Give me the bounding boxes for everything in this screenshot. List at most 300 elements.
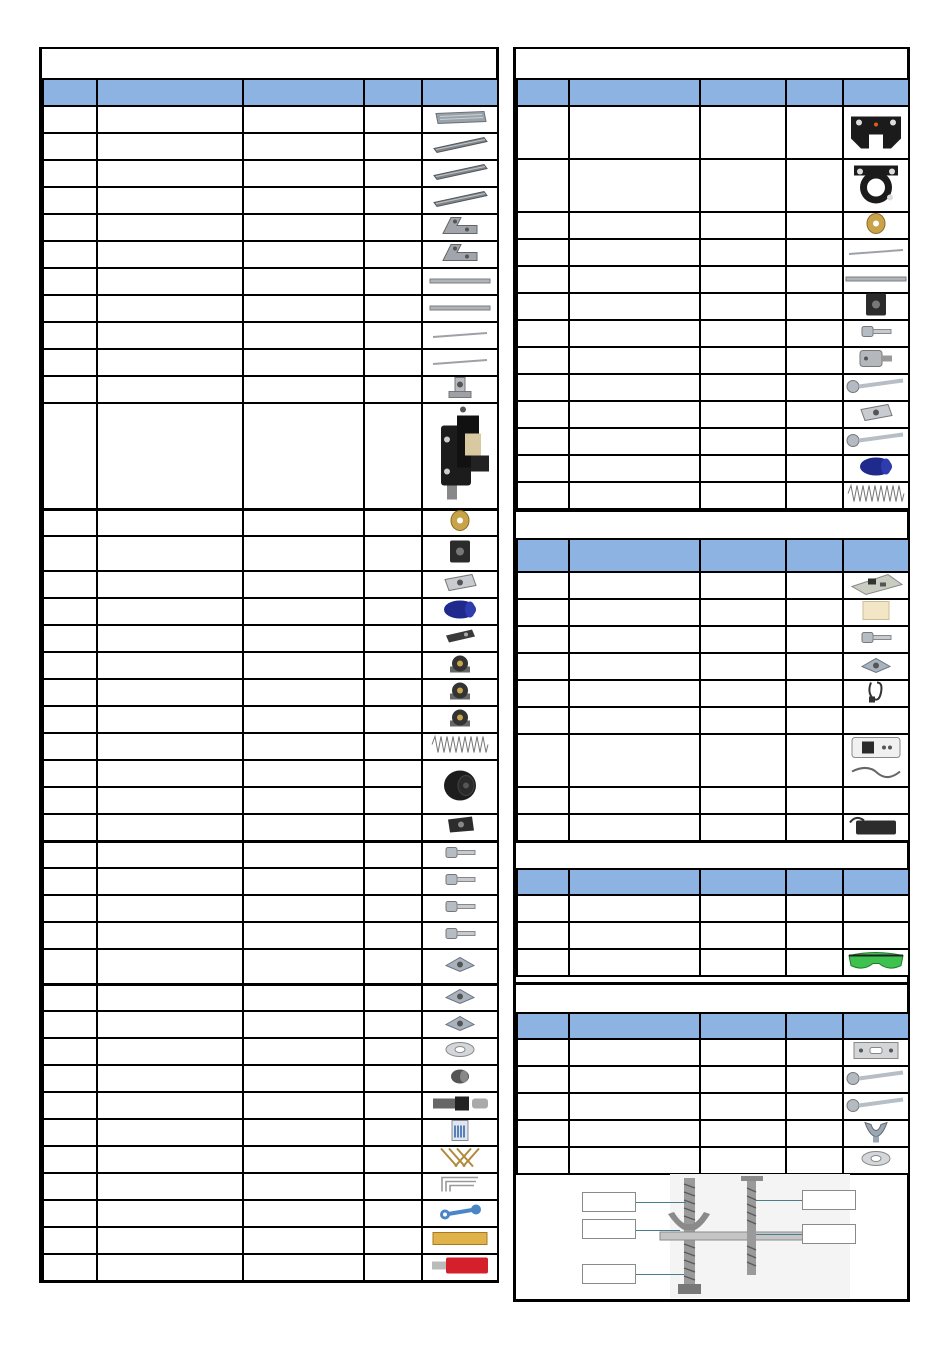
text-cell bbox=[364, 349, 422, 376]
text-cell bbox=[517, 680, 569, 707]
text-cell bbox=[569, 653, 700, 680]
text-cell bbox=[700, 1093, 786, 1120]
collet-icon bbox=[430, 1093, 490, 1118]
right-parts-panel bbox=[513, 47, 910, 1302]
table-row bbox=[517, 734, 909, 787]
text-cell bbox=[517, 374, 569, 401]
header-row bbox=[43, 79, 498, 106]
image-cell bbox=[843, 293, 909, 320]
text-cell bbox=[517, 1120, 569, 1147]
text-cell bbox=[243, 679, 364, 706]
text-cell bbox=[517, 599, 569, 626]
hex-screw-icon bbox=[443, 870, 477, 893]
text-cell bbox=[700, 572, 786, 599]
image-cell bbox=[422, 733, 498, 760]
hex-screw-icon bbox=[443, 843, 477, 866]
table-row bbox=[517, 401, 909, 428]
image-cell bbox=[422, 1200, 498, 1227]
image-cell bbox=[422, 598, 498, 625]
table-row bbox=[43, 322, 498, 349]
text-cell bbox=[700, 428, 786, 455]
text-cell bbox=[517, 401, 569, 428]
text-cell bbox=[569, 293, 700, 320]
text-cell bbox=[569, 455, 700, 482]
text-cell bbox=[97, 868, 243, 895]
image-cell bbox=[422, 679, 498, 706]
right-section-3-title bbox=[516, 841, 907, 870]
long-screw-icon bbox=[845, 429, 907, 454]
text-cell bbox=[517, 320, 569, 347]
pillow-block-icon bbox=[447, 705, 473, 734]
text-cell bbox=[97, 509, 243, 536]
text-cell bbox=[243, 571, 364, 598]
text-cell bbox=[243, 160, 364, 187]
table-row bbox=[43, 1200, 498, 1227]
text-cell bbox=[786, 653, 843, 680]
image-cell bbox=[422, 841, 498, 868]
aluminum-profile-icon bbox=[430, 188, 490, 213]
callout-line-3 bbox=[636, 1274, 684, 1275]
text-cell bbox=[569, 401, 700, 428]
text-cell bbox=[700, 374, 786, 401]
text-cell bbox=[517, 428, 569, 455]
laser-holder-icon bbox=[847, 108, 905, 157]
text-cell bbox=[364, 160, 422, 187]
image-cell bbox=[422, 349, 498, 376]
text-cell bbox=[243, 841, 364, 868]
offline-controller-icon bbox=[848, 733, 904, 788]
image-cell bbox=[422, 376, 498, 403]
image-cell bbox=[422, 814, 498, 841]
text-cell bbox=[700, 707, 786, 734]
table-row bbox=[43, 895, 498, 922]
table-row bbox=[43, 1011, 498, 1038]
image-cell bbox=[422, 625, 498, 652]
text-cell bbox=[43, 571, 97, 598]
header-cell bbox=[517, 539, 569, 572]
table-row bbox=[43, 187, 498, 214]
header-cell bbox=[569, 869, 700, 895]
text-cell bbox=[569, 320, 700, 347]
table-row bbox=[43, 295, 498, 322]
table-row bbox=[43, 106, 498, 133]
image-cell bbox=[843, 482, 909, 509]
text-cell bbox=[43, 949, 97, 984]
image-cell bbox=[843, 922, 909, 949]
aluminum-profile-icon bbox=[430, 161, 490, 186]
text-cell bbox=[364, 1092, 422, 1119]
image-cell bbox=[422, 1146, 498, 1173]
header-row bbox=[517, 1013, 909, 1039]
table-row bbox=[43, 679, 498, 706]
image-cell bbox=[422, 922, 498, 949]
table-row bbox=[43, 1119, 498, 1146]
text-cell bbox=[243, 1254, 364, 1281]
image-cell bbox=[422, 403, 498, 509]
text-cell bbox=[97, 214, 243, 241]
right-section-4-title bbox=[516, 982, 907, 1014]
text-cell bbox=[43, 1038, 97, 1065]
header-cell bbox=[843, 79, 909, 106]
table-row bbox=[43, 922, 498, 949]
text-cell bbox=[97, 1200, 243, 1227]
hex-screw-icon bbox=[443, 924, 477, 947]
text-cell bbox=[243, 922, 364, 949]
image-cell bbox=[843, 653, 909, 680]
image-cell bbox=[422, 895, 498, 922]
image-cell bbox=[843, 599, 909, 626]
table-row bbox=[517, 1120, 909, 1147]
sandpaper-icon bbox=[431, 1230, 489, 1251]
text-cell bbox=[97, 625, 243, 652]
image-cell bbox=[422, 187, 498, 214]
header-cell bbox=[786, 79, 843, 106]
table-row bbox=[43, 814, 498, 841]
text-cell bbox=[243, 322, 364, 349]
text-cell bbox=[569, 482, 700, 509]
text-cell bbox=[97, 679, 243, 706]
text-cell bbox=[364, 949, 422, 984]
text-cell bbox=[43, 376, 97, 403]
table-row bbox=[43, 241, 498, 268]
text-cell bbox=[569, 814, 700, 841]
table-row bbox=[43, 598, 498, 625]
text-cell bbox=[43, 268, 97, 295]
square-nut-plate-icon bbox=[442, 814, 478, 841]
text-cell bbox=[700, 482, 786, 509]
header-cell bbox=[97, 79, 243, 106]
slider-plate-icon bbox=[442, 626, 478, 651]
text-cell bbox=[43, 160, 97, 187]
text-cell bbox=[97, 598, 243, 625]
text-cell bbox=[364, 1173, 422, 1200]
text-cell bbox=[364, 1254, 422, 1281]
image-cell bbox=[843, 374, 909, 401]
image-cell bbox=[422, 1011, 498, 1038]
text-cell bbox=[43, 733, 97, 760]
image-cell bbox=[843, 626, 909, 653]
table-row bbox=[517, 895, 909, 922]
image-cell bbox=[843, 1120, 909, 1147]
table-row bbox=[43, 841, 498, 868]
text-cell bbox=[786, 626, 843, 653]
text-cell bbox=[43, 1119, 97, 1146]
text-cell bbox=[569, 949, 700, 976]
text-cell bbox=[786, 159, 843, 212]
table-row bbox=[43, 1065, 498, 1092]
table-row bbox=[43, 1038, 498, 1065]
text-cell bbox=[97, 1011, 243, 1038]
image-cell bbox=[422, 652, 498, 679]
text-cell bbox=[364, 733, 422, 760]
rod-support-icon bbox=[445, 374, 475, 405]
text-cell bbox=[569, 374, 700, 401]
text-cell bbox=[700, 347, 786, 374]
table-row bbox=[43, 403, 498, 509]
text-cell bbox=[243, 1092, 364, 1119]
text-cell bbox=[569, 599, 700, 626]
text-cell bbox=[700, 266, 786, 293]
text-cell bbox=[43, 1200, 97, 1227]
text-cell bbox=[243, 895, 364, 922]
coupler-icon bbox=[856, 454, 896, 483]
text-cell bbox=[97, 322, 243, 349]
t-nut-icon bbox=[442, 983, 478, 1012]
text-cell bbox=[97, 895, 243, 922]
text-cell bbox=[97, 1173, 243, 1200]
text-cell bbox=[97, 376, 243, 403]
washer-icon bbox=[858, 1149, 894, 1172]
image-cell bbox=[843, 347, 909, 374]
left-parts-table bbox=[42, 78, 499, 1282]
text-cell bbox=[43, 241, 97, 268]
corner-bracket-icon bbox=[437, 240, 483, 269]
table-row bbox=[517, 159, 909, 212]
safety-glasses-icon bbox=[845, 947, 907, 978]
table-row bbox=[43, 760, 498, 787]
image-cell bbox=[843, 239, 909, 266]
table-row bbox=[43, 733, 498, 760]
acrylic-plate-icon bbox=[850, 1038, 902, 1067]
text-cell bbox=[364, 1119, 422, 1146]
text-cell bbox=[786, 347, 843, 374]
text-cell bbox=[364, 598, 422, 625]
text-cell bbox=[517, 482, 569, 509]
text-cell bbox=[517, 347, 569, 374]
text-cell bbox=[569, 572, 700, 599]
thin-rod-icon bbox=[846, 244, 906, 262]
table-row bbox=[517, 428, 909, 455]
text-cell bbox=[43, 652, 97, 679]
spring-icon bbox=[845, 483, 907, 508]
thin-rod-icon bbox=[430, 354, 490, 372]
image-cell bbox=[843, 949, 909, 976]
header-cell bbox=[843, 1013, 909, 1039]
text-cell bbox=[43, 814, 97, 841]
callout-label-1 bbox=[582, 1192, 636, 1212]
text-cell bbox=[569, 159, 700, 212]
text-cell bbox=[700, 106, 786, 159]
wing-nut-icon bbox=[861, 1118, 891, 1149]
text-cell bbox=[97, 1119, 243, 1146]
image-cell bbox=[843, 787, 909, 814]
image-cell bbox=[422, 706, 498, 733]
table-row bbox=[43, 571, 498, 598]
text-cell bbox=[517, 734, 569, 787]
header-cell bbox=[43, 79, 97, 106]
text-cell bbox=[700, 599, 786, 626]
text-cell bbox=[97, 106, 243, 133]
text-cell bbox=[364, 652, 422, 679]
image-cell bbox=[843, 707, 909, 734]
text-cell bbox=[43, 1146, 97, 1173]
image-cell bbox=[422, 1038, 498, 1065]
text-cell bbox=[517, 922, 569, 949]
text-cell bbox=[97, 922, 243, 949]
text-cell bbox=[786, 707, 843, 734]
table-row bbox=[43, 1227, 498, 1254]
hex-screw-icon bbox=[443, 897, 477, 920]
text-cell bbox=[243, 1011, 364, 1038]
text-cell bbox=[700, 455, 786, 482]
text-cell bbox=[97, 984, 243, 1011]
text-cell bbox=[786, 266, 843, 293]
header-cell bbox=[700, 79, 786, 106]
image-cell bbox=[843, 1147, 909, 1174]
image-cell bbox=[843, 212, 909, 239]
text-cell bbox=[700, 1039, 786, 1066]
text-cell bbox=[43, 895, 97, 922]
table-row bbox=[517, 707, 909, 734]
text-cell bbox=[569, 428, 700, 455]
image-cell bbox=[843, 814, 909, 841]
text-cell bbox=[97, 1065, 243, 1092]
text-cell bbox=[364, 868, 422, 895]
header-cell bbox=[569, 1013, 700, 1039]
text-cell bbox=[43, 187, 97, 214]
table-row bbox=[43, 1146, 498, 1173]
text-cell bbox=[786, 572, 843, 599]
text-cell bbox=[364, 571, 422, 598]
text-cell bbox=[569, 922, 700, 949]
table-row bbox=[517, 347, 909, 374]
text-cell bbox=[517, 814, 569, 841]
text-cell bbox=[700, 734, 786, 787]
image-cell bbox=[843, 401, 909, 428]
text-cell bbox=[243, 536, 364, 571]
text-cell bbox=[569, 626, 700, 653]
mounting-plate-icon bbox=[858, 401, 894, 428]
table-row bbox=[517, 455, 909, 482]
text-cell bbox=[43, 922, 97, 949]
text-cell bbox=[700, 895, 786, 922]
text-cell bbox=[243, 403, 364, 509]
image-cell bbox=[843, 455, 909, 482]
text-cell bbox=[243, 1200, 364, 1227]
text-cell bbox=[786, 239, 843, 266]
text-cell bbox=[786, 106, 843, 159]
table-row bbox=[43, 160, 498, 187]
knob-icon bbox=[439, 765, 481, 810]
header-cell bbox=[700, 869, 786, 895]
text-cell bbox=[97, 241, 243, 268]
text-cell bbox=[43, 1227, 97, 1254]
table-row bbox=[517, 1066, 909, 1093]
image-cell bbox=[843, 1066, 909, 1093]
image-cell bbox=[422, 949, 498, 984]
text-cell bbox=[364, 1038, 422, 1065]
text-cell bbox=[786, 599, 843, 626]
text-cell bbox=[569, 239, 700, 266]
table-row bbox=[517, 320, 909, 347]
text-cell bbox=[517, 239, 569, 266]
text-cell bbox=[517, 266, 569, 293]
text-cell bbox=[97, 814, 243, 841]
text-cell bbox=[364, 1146, 422, 1173]
header-cell bbox=[700, 1013, 786, 1039]
right-section-2-title bbox=[516, 510, 907, 540]
table-row bbox=[517, 922, 909, 949]
image-cell bbox=[843, 1093, 909, 1120]
text-cell bbox=[243, 706, 364, 733]
text-cell bbox=[786, 680, 843, 707]
text-cell bbox=[569, 106, 700, 159]
image-cell bbox=[422, 295, 498, 322]
table-row bbox=[517, 787, 909, 814]
bearing-block-icon bbox=[447, 537, 473, 570]
text-cell bbox=[786, 1066, 843, 1093]
text-cell bbox=[97, 349, 243, 376]
text-cell bbox=[243, 652, 364, 679]
text-cell bbox=[700, 787, 786, 814]
table-row bbox=[517, 266, 909, 293]
header-cell bbox=[517, 79, 569, 106]
text-cell bbox=[364, 625, 422, 652]
text-cell bbox=[97, 1038, 243, 1065]
table-row bbox=[517, 374, 909, 401]
text-cell bbox=[43, 509, 97, 536]
text-cell bbox=[243, 760, 364, 787]
text-cell bbox=[43, 787, 97, 814]
text-cell bbox=[97, 268, 243, 295]
right-title-row bbox=[516, 49, 907, 80]
text-cell bbox=[364, 133, 422, 160]
text-cell bbox=[243, 625, 364, 652]
text-cell bbox=[517, 1147, 569, 1174]
table-row bbox=[517, 106, 909, 159]
image-cell bbox=[843, 106, 909, 159]
text-cell bbox=[569, 1066, 700, 1093]
text-cell bbox=[364, 984, 422, 1011]
text-cell bbox=[43, 598, 97, 625]
text-cell bbox=[43, 1092, 97, 1119]
text-cell bbox=[43, 841, 97, 868]
image-cell bbox=[843, 266, 909, 293]
brass-nut-icon bbox=[863, 211, 889, 240]
text-cell bbox=[97, 760, 243, 787]
table-row bbox=[43, 509, 498, 536]
text-cell bbox=[364, 106, 422, 133]
thin-rod-icon bbox=[430, 327, 490, 345]
right-parts-table-2 bbox=[516, 538, 910, 842]
image-cell bbox=[843, 1039, 909, 1066]
screw-assembly-diagram bbox=[580, 1174, 870, 1298]
image-cell bbox=[422, 133, 498, 160]
text-cell bbox=[243, 349, 364, 376]
image-cell bbox=[422, 536, 498, 571]
text-cell bbox=[97, 841, 243, 868]
text-cell bbox=[97, 536, 243, 571]
table-row bbox=[43, 1173, 498, 1200]
callout-label-4 bbox=[802, 1190, 856, 1210]
image-cell bbox=[843, 895, 909, 922]
image-cell bbox=[422, 1227, 498, 1254]
image-cell bbox=[843, 320, 909, 347]
text-cell bbox=[569, 680, 700, 707]
image-cell bbox=[422, 1173, 498, 1200]
text-cell bbox=[364, 295, 422, 322]
text-cell bbox=[364, 241, 422, 268]
header-row bbox=[517, 539, 909, 572]
text-cell bbox=[43, 403, 97, 509]
text-cell bbox=[243, 1146, 364, 1173]
text-cell bbox=[97, 160, 243, 187]
aluminum-plate-icon bbox=[430, 107, 490, 132]
text-cell bbox=[786, 787, 843, 814]
text-cell bbox=[364, 187, 422, 214]
table-row bbox=[517, 293, 909, 320]
text-cell bbox=[700, 1066, 786, 1093]
